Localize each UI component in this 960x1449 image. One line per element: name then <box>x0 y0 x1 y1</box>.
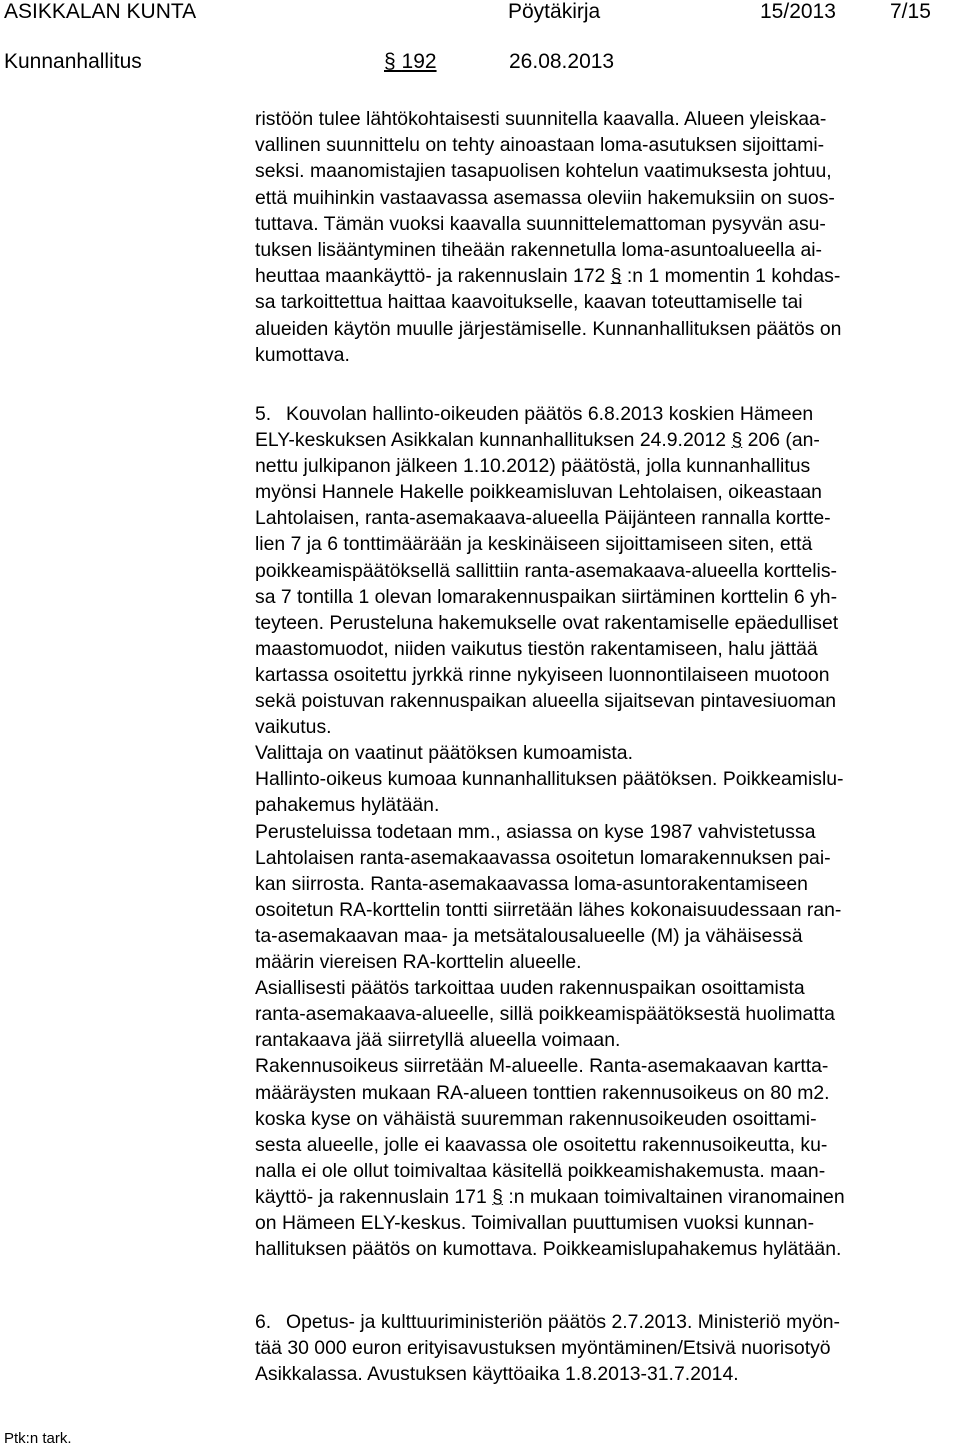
section-sign: § <box>610 265 622 288</box>
paragraph-line: alueiden käytön muulle järjestämiselle. Kunnanhallituksen päätös on <box>255 317 842 340</box>
section-5-line: Asiallisesti päätös tarkoittaa uuden rakennuspaikan osoittamista <box>255 977 805 1000</box>
section-5-line: käyttö- ja rakennuslain 171 § :n mukaan toimivaltainen viranomainen <box>255 1185 845 1208</box>
section-6-line: tää 30 000 euron erityisavustuksen myöntäminen/Etsivä nuorisotyö <box>255 1337 831 1359</box>
section-sign: § <box>731 429 743 451</box>
section-5-line: ta-asemakaavan maa- ja metsätalousalueelle (M) ja vähäisessä <box>255 924 803 947</box>
document-type: Pöytäkirja <box>508 0 601 23</box>
section-5-line: nettu julkipanon jälkeen 1.10.2012) päätöstä, jolla kunnanhallitus <box>255 455 811 478</box>
section-sign: § <box>492 1185 503 1208</box>
section-5-line: koska kyse on vähäistä suuremman rakennusoikeuden osoittami- <box>255 1107 817 1130</box>
municipality-name: ASIKKALAN KUNTA <box>4 0 197 23</box>
paragraph-line: ristöön tulee lähtökohtaisesti suunnitella kaavalla. Alueen yleiskaa- <box>255 108 827 130</box>
paragraph-line: vallinen suunnittelu on tehty ainoastaan loma-asutuksen sijoittami- <box>255 134 825 157</box>
section-5-line: pahakemus hylätään. <box>255 794 440 817</box>
section-number: § 192 <box>384 50 437 73</box>
meeting-date: 26.08.2013 <box>509 50 615 73</box>
meeting-body: Kunnanhallitus <box>4 50 142 73</box>
section-6-heading: Opetus- ja kulttuuriministeriön päätös 2.7.2013. Ministeriö myön- <box>286 1311 840 1333</box>
paragraph-line: tuksen lisääntyminen tiheään rakennetulla loma-asuntoalueella ai- <box>255 239 822 261</box>
section-5-line: vaikutus. <box>255 716 332 739</box>
section-5-line: sesta alueelle, jolle ei kaavassa ole osoitettu rakennusoikeutta, ku- <box>255 1133 828 1156</box>
section-5-heading: Kouvolan hallinto-oikeuden päätös 6.8.2013 koskien Hämeen <box>286 403 814 425</box>
section-5-line: määrin viereisen RA-korttelin alueelle. <box>255 951 582 973</box>
paragraph-line: että muihinkin vastaavassa asemassa oleviin hakemuksiin on suos- <box>255 186 835 209</box>
section-5-line: kartassa osoitettu jyrkkä rinne nykyiseen luonnontilaiseen muotoon <box>255 663 830 686</box>
section-5-line: Hallinto-oikeus kumoaa kunnanhallituksen päätöksen. Poikkeamislu- <box>255 768 844 791</box>
section-5-line: määräysten mukaan RA-alueen tonttien rakennusoikeus on 80 m2. <box>255 1081 830 1104</box>
section-5-line: teyteen. Perusteluna hakemukselle ovat rakentamiselle epäedulliset <box>255 611 839 634</box>
section-5-line: rantakaava jää siirretyllä alueella voimaan. <box>255 1029 621 1052</box>
section-5-line: Perusteluissa todetaan mm., asiassa on kyse 1987 vahvistetussa <box>255 820 816 843</box>
section-6-line: Asikkalassa. Avustuksen käyttöaika 1.8.2013-31.7.2014. <box>255 1363 739 1386</box>
section-5-line: Lahtolaisen, ranta-asemakaava-alueella Päijänteen rannalla kortte- <box>255 507 831 530</box>
paragraph-line: sa tarkoittettua haittaa kaavoitukselle, kaavan toteuttamiselle tai <box>255 291 803 314</box>
section-5-line: kan siirrosta. Ranta-asemakaavassa loma-asuntorakentamiseen <box>255 872 808 895</box>
paragraph-line: tuttava. Tämän vuoksi kaavalla suunnittelemattoman pysyvän asu- <box>255 212 826 235</box>
section-5-line: Lahtolaisen ranta-asemakaavassa osoitetun lomarakennuksen pai- <box>255 846 831 869</box>
section-5-line: myönsi Hannele Hakelle poikkeamisluvan Lehtolaisen, oikeastaan <box>255 481 822 504</box>
paragraph-line: kumottava. <box>255 343 350 366</box>
section-5-line: Valittaja on vaatinut päätöksen kumoamista. <box>255 742 633 765</box>
section-5-line: ELY-keskuksen Asikkalan kunnanhallituksen 24.9.2012 § 206 (an- <box>255 429 820 451</box>
section-5-line: lien 7 ja 6 tonttimäärään ja keskinäiseen sijoittamiseen siten, että <box>255 533 813 556</box>
section-5-line: poikkeamispäätöksellä sallittiin ranta-asemakaava-alueella korttelis- <box>255 559 837 582</box>
paragraph-line: heuttaa maankäyttö- ja rakennuslain 172 § :n 1 momentin 1 kohdas- <box>255 265 841 288</box>
section-5-number: 5. <box>255 403 272 425</box>
section-number-value: 192 <box>401 50 437 73</box>
page-number: 7/15 <box>890 0 931 23</box>
section-5-line: sa 7 tontilla 1 olevan lomarakennuspaikan siirtäminen korttelin 6 yh- <box>255 585 838 608</box>
section-5-line: sekä poistuvan rakennuspaikan alueella sijaitsevan pintavesiuoman <box>255 690 837 712</box>
section-6-number: 6. <box>255 1311 272 1333</box>
section-5-line: Rakennusoikeus siirretään M-alueelle. Ranta-asemakaavan kartta- <box>255 1055 829 1078</box>
section-5-line: hallituksen päätös on kumottava. Poikkeamislupahakemus hylätään. <box>255 1238 842 1261</box>
section-5-line: osoitetun RA-korttelin tontti siirretään lähes kokonaisuudessaan ran- <box>255 898 842 921</box>
section-5-line: on Hämeen ELY-keskus. Toimivallan puuttumisen vuoksi kunnan- <box>255 1212 815 1234</box>
document-number: 15/2013 <box>760 0 836 23</box>
footer-initials-label: Ptk:n tark. <box>4 1430 72 1447</box>
paragraph-line: seksi. maanomistajien tasapuolisen kohtelun vaatimuksesta johtuu, <box>255 160 832 183</box>
section-5-line: maastomuodot, niiden vaikutus tiestön rakentamiseen, halu jättää <box>255 637 818 660</box>
section-5-line: nalla ei ole ollut toimivaltaa käsitellä poikkeamishakemusta. maan- <box>255 1159 826 1182</box>
section-5-line: ranta-asemakaava-alueelle, sillä poikkeamispäätöksestä huolimatta <box>255 1003 835 1026</box>
